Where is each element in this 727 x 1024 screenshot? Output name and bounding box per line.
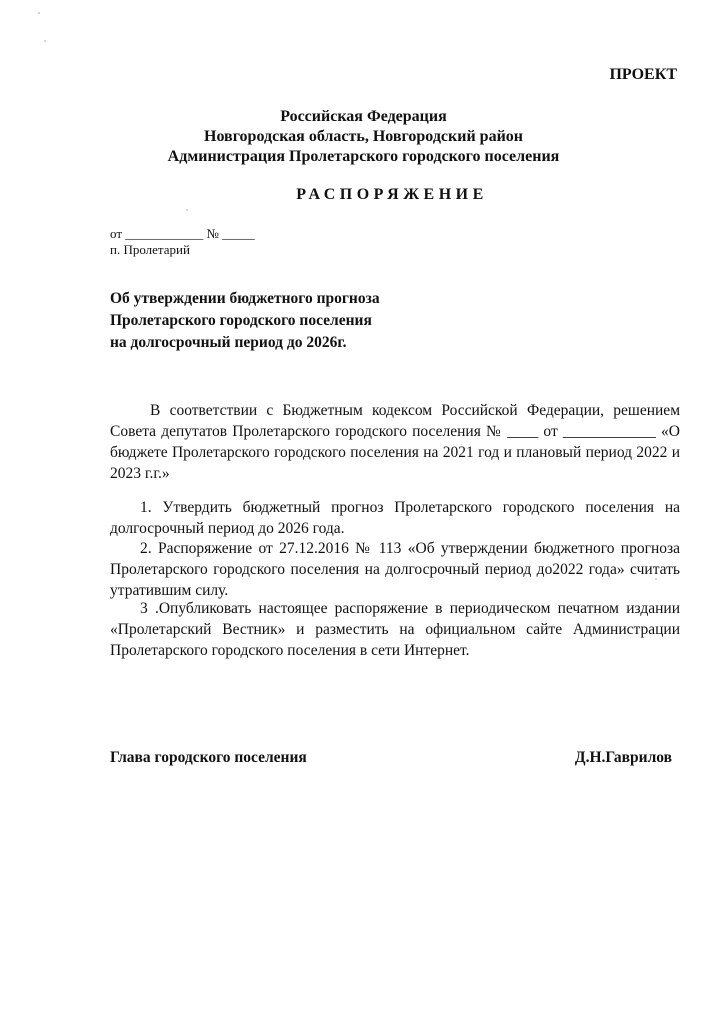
order-item-3: 3 .Опубликовать настоящее распоряжение в периодическом печатном издании «Пролетарский Вестник» и разместить на официальном сайте Администрации Пролетарского городского поселения в сети Интернет. xyxy=(110,600,680,659)
signature-title: Глава городского поселения xyxy=(110,749,307,766)
document-type-title: РАСПОРЯЖЕНИЕ xyxy=(296,186,488,203)
scan-speck xyxy=(38,12,40,14)
order-item-2: 2. Распоряжение от 27.12.2016 № 113 «Об утверждении бюджетного прогноза Пролетарского городского поселения на долгосрочный период до2022 года» считать утратившим силу. xyxy=(110,540,680,599)
scan-speck xyxy=(186,209,188,211)
preamble-paragraph: В соответствии с Бюджетным кодексом Российской Федерации, решением Совета депутатов Пролетарского городского поселения № ____ от ____________ «О бюджете Пролетарского городского поселения на 2021 год и плановый период 2022 и 2023 г.г.» xyxy=(110,402,680,482)
place-line: п. Пролетарий xyxy=(110,242,190,257)
header-administration: Администрация Пролетарского городского поселения xyxy=(167,148,560,165)
header-country: Российская Федерация xyxy=(280,108,447,125)
signature-name: Д.Н.Гаврилов xyxy=(574,749,672,766)
scan-speck xyxy=(44,40,46,42)
subject-line: Пролетарского городского поселения xyxy=(110,312,372,329)
subject-line: Об утверждении бюджетного прогноза xyxy=(110,290,380,307)
date-number-line: от ____________ № _____ xyxy=(110,226,255,241)
subject-line: на долгосрочный период до 2026г. xyxy=(110,334,347,351)
header-region: Новгородская область, Новгородский район xyxy=(204,128,523,145)
project-label: ПРОЕКТ xyxy=(609,66,677,83)
order-item-1: 1. Утвердить бюджетный прогноз Пролетарского городского поселения на долгосрочный период до 2026 года. xyxy=(110,499,680,537)
